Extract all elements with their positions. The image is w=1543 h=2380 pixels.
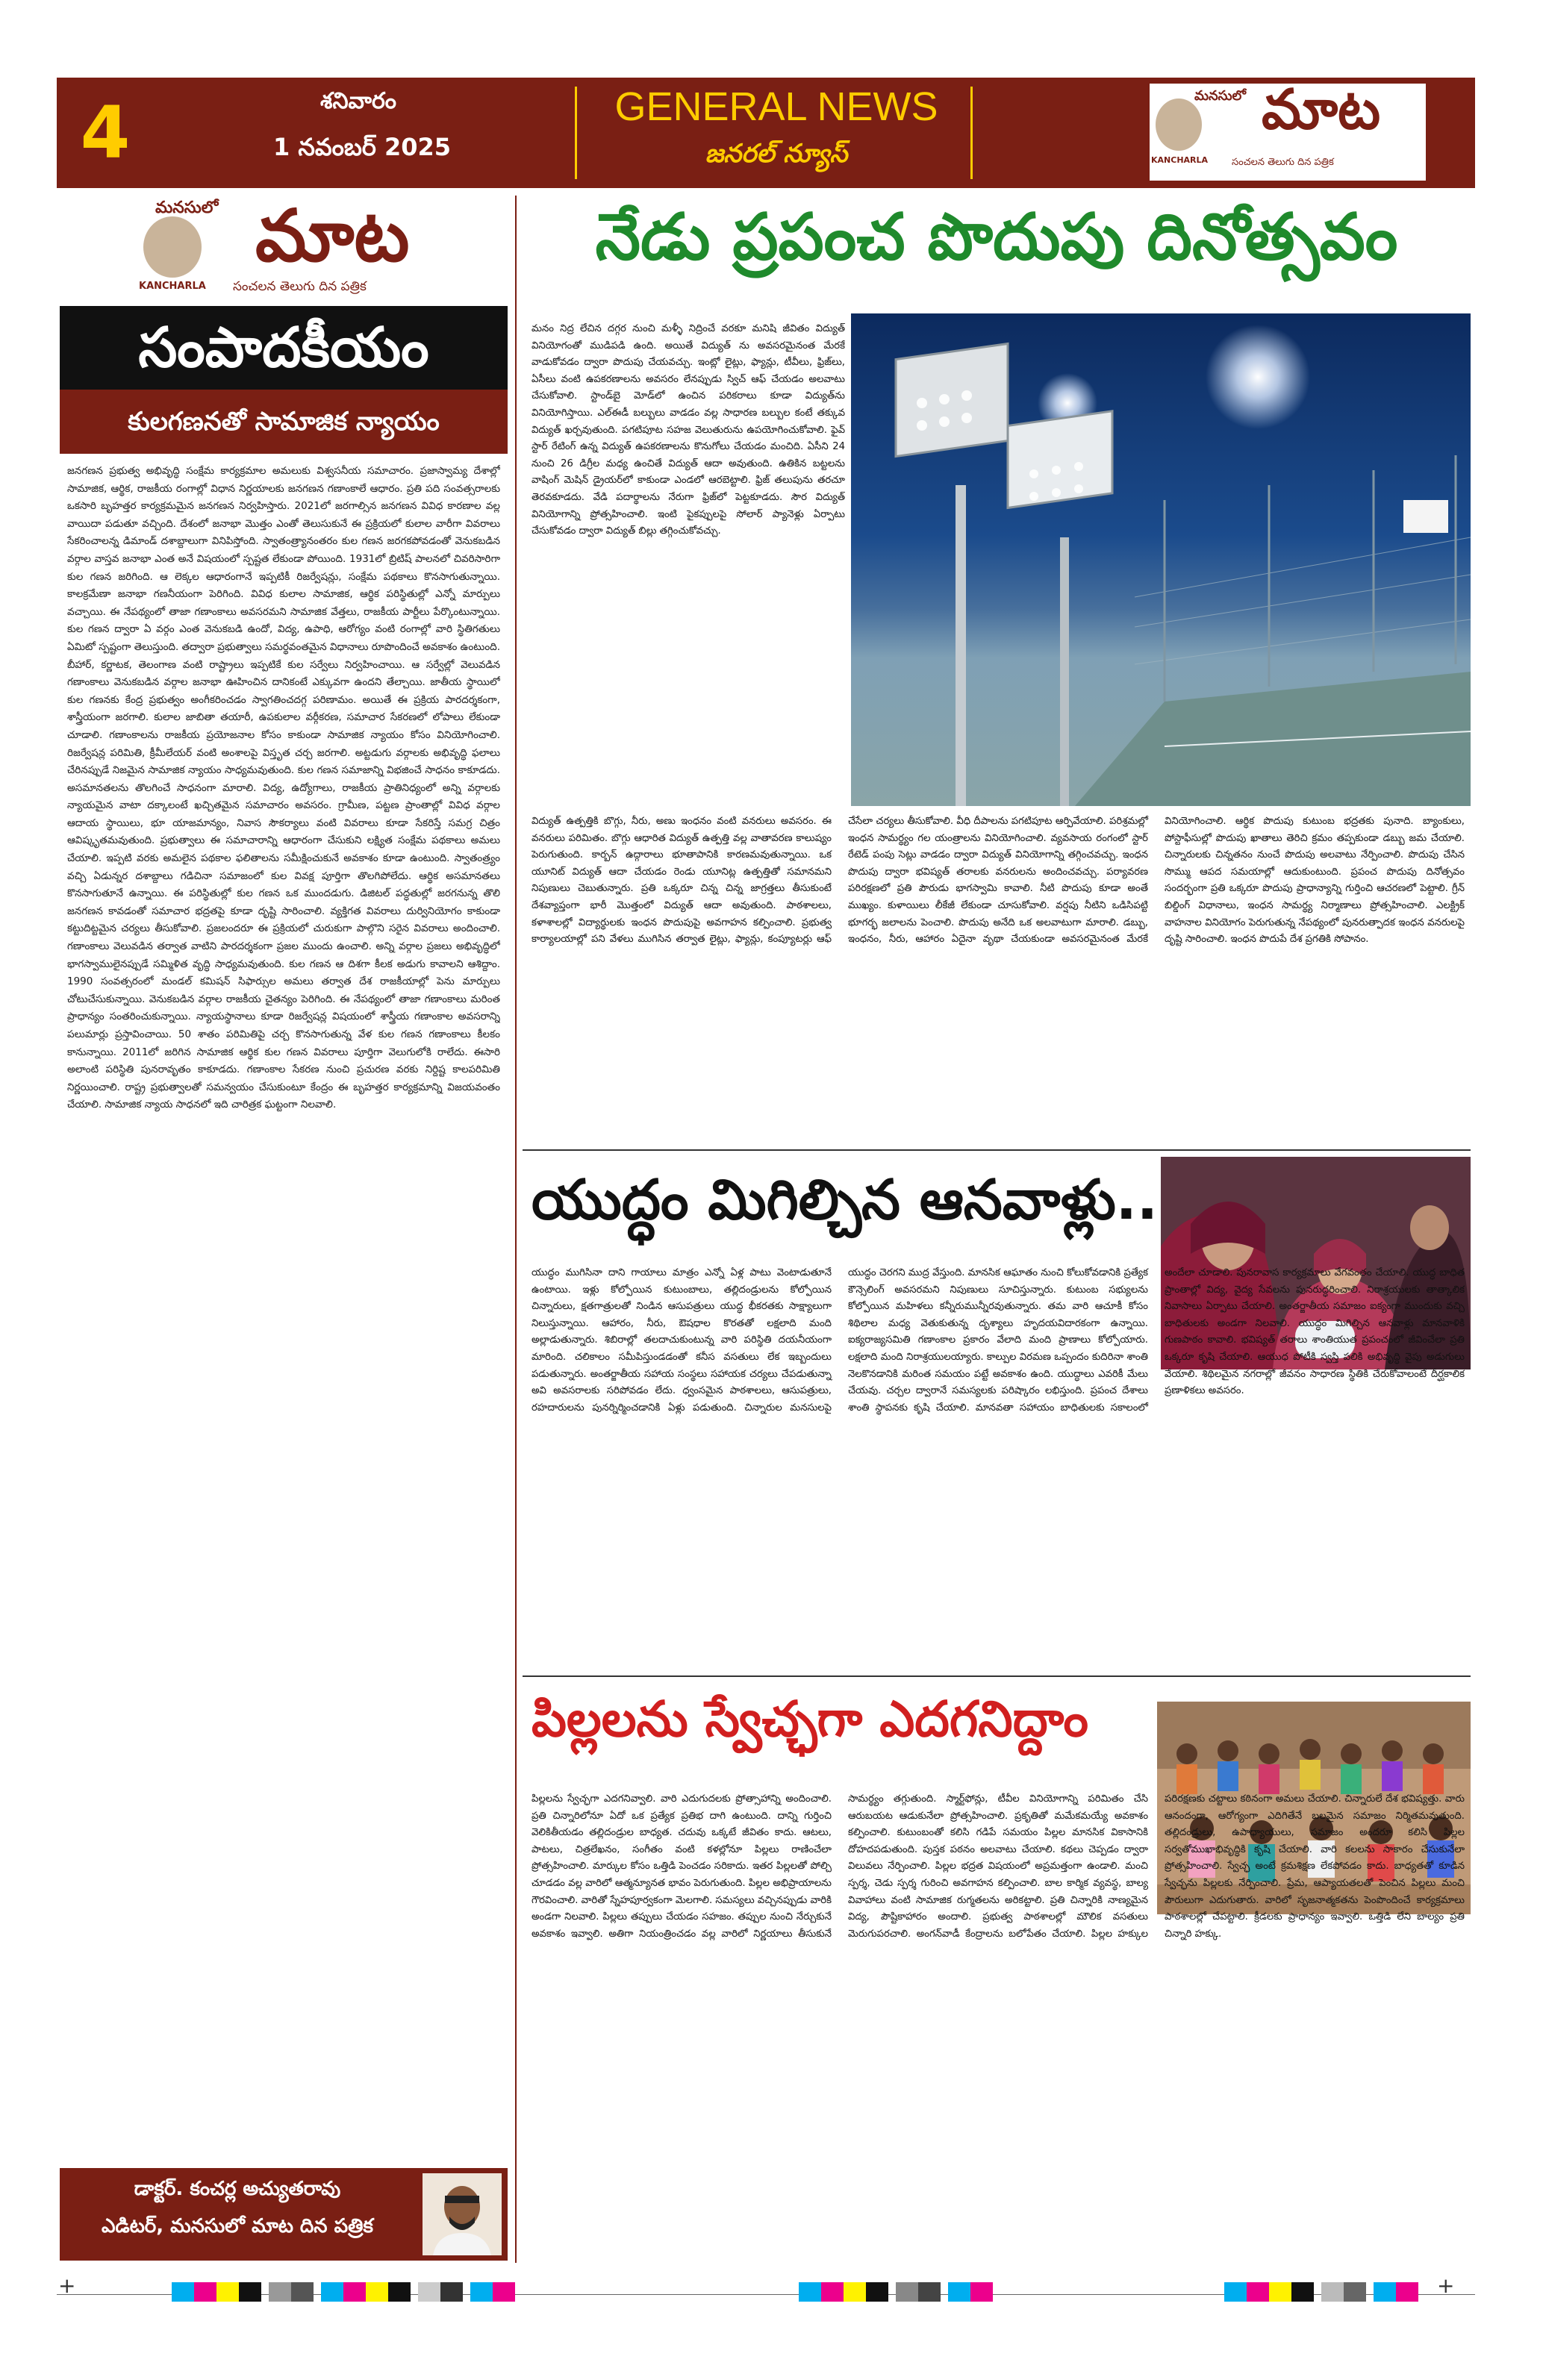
color-bar-right bbox=[1224, 2282, 1433, 2302]
page-number: 4 bbox=[80, 91, 131, 175]
editorial-subtitle: కులగణనతో సామాజిక న్యాయం bbox=[60, 390, 508, 454]
article3-headline: పిల్లలను స్వేచ్ఛగా ఎదగనిద్దాం bbox=[532, 1690, 1089, 1748]
street-light-illustration bbox=[851, 313, 1471, 806]
issue-day: శనివారం bbox=[320, 88, 396, 114]
logo-name: KANCHARLA bbox=[1151, 155, 1209, 165]
article-separator bbox=[523, 1675, 1471, 1677]
author-name: డాక్టర్. కంచర్ల అచ్యుతరావు bbox=[134, 2178, 341, 2200]
author-role: ఎడిటర్, మనసులో మాట దిన పత్రిక bbox=[102, 2215, 373, 2237]
logo-word: మాట bbox=[255, 194, 410, 278]
logo-tagline: సంచలన తెలుగు దిన పత్రిక bbox=[1232, 157, 1334, 168]
header-divider bbox=[970, 87, 973, 179]
author-photo-icon bbox=[423, 2173, 502, 2255]
editorial-title: సంపాదకీయం bbox=[60, 306, 508, 390]
article2-body: యుద్ధం ముగిసినా దాని గాయాలు మాత్రం ఎన్నో ఏళ్ల పాటు వెంటాడుతూనే ఉంటాయి. ఇళ్లు కోల్పోయిన కుటుంబాలు, తల్లిదండ్రులను కోల్పోయిన చిన్నారులు, క్షతగాత్రులతో నిండిన ఆసుపత్రులు యుద్ధ భీకరతకు సాక్ష్యాలుగా నిలుస్తున్నాయి. ఆహారం, నీరు, ఔషధాల కొరతతో లక్షలాది మంది అల్లాడుతున్నారు. శిబిరాల్లో తలదాచుకుంటున్న వారి పరిస్థితి దయనీయంగా మారింది. చలికాలం సమీపిస్తుండడంతో కనీస వసతులు లేక ఇబ్బందులు పడుతున్నారు. అంతర్జాతీయ సహాయ సంస్థలు సహాయక చర్యలు చేపడుతున్నా అవి అవసరాలకు సరిపోవడం లేదు. ధ్వంసమైన పాఠశాలలు, ఆసుపత్రులు, రహదారులను పునర్నిర్మించడానికి ఏళ్లు పడుతుంది. చిన్నారుల మనసులపై యుద్ధం చెరగని ముద్ర వేస్తుంది. మానసిక ఆఘాతం నుంచి కోలుకోవడానికి ప్రత్యేక కౌన్సెలింగ్ అవసరమని నిపుణులు సూచిస్తున్నారు. కుటుంబ సభ్యులను కోల్పోయిన మహిళలు కన్నీరుమున్నీరవుతున్నారు. తమ వారి ఆచూకీ కోసం శిథిలాల మధ్య వెతుకుతున్న దృశ్యాలు హృదయవిదారకంగా ఉన్నాయి. ఐక్యరాజ్యసమితి గణాంకాల ప్రకారం వేలాది మంది ప్రాణాలు కోల్పోయారు. లక్షలాది మంది నిరాశ్రయులయ్యారు. కాల్పుల విరమణ ఒప్పందం కుదిరినా శాంతి నెలకొనడానికి మరింత సమయం పట్టే అవకాశం ఉంది. యుద్ధాలు ఎవరికీ మేలు చేయవు. చర్చల ద్వారానే సమస్యలకు పరిష్కారం లభిస్తుంది. ప్రపంచ దేశాలు శాంతి స్థాపనకు కృషి చేయాలి. మానవతా సహాయం బాధితులకు సకాలంలో అందేలా చూడాలి. పునరావాస కార్యక్రమాలు వేగవంతం చేయాలి. యుద్ధ బాధిత ప్రాంతాల్లో విద్య, వైద్య సేవలను పునరుద్ధరించాలి. నిరాశ్రయులకు తాత్కాలిక నివాసాలు ఏర్పాటు చేయాలి. అంతర్జాతీయ సమాజం ఐక్యంగా ముందుకు వచ్చి బాధితులకు అండగా నిలవాలి. యుద్ధం మిగిల్చిన ఆనవాళ్లు మానవాళికి గుణపాఠం కావాలి. భవిష్యత్ తరాలు శాంతియుత ప్రపంచంలో జీవించేలా ప్రతి ఒక్కరూ కృషి చేయాలి. ఆయుధ పోటీకి స్వస్తి పలికి అభివృద్ధి వైపు అడుగులు వేయాలి. శిథిలమైన నగరాల్లో జీవనం సాధారణ స్థితికి చేరుకోవాలంటే దీర్ఘకాలిక ప్రణాళికలు అవసరం. bbox=[532, 1267, 1465, 1414]
masthead-logo bbox=[1150, 78, 1426, 181]
article1-body-top: మనం నిద్ర లేచిన దగ్గర నుంచి మళ్ళీ నిద్రించే వరకూ మనిషి జీవితం విద్యుత్ వినియోగంతో ముడిపడి ఉంది. అయితే విద్యుత్ ను అవసరమైనంత మేరకే వాడుకోవడం ద్వారా పొదుపు చేయవచ్చు. ఇంట్లో లైట్లు, ఫ్యాన్లు, టీవీలు, ఫ్రిజ్‌లు, ఏసీలు వంటి ఉపకరణాలను అవసరం లేనప్పుడు స్విచ్ ఆఫ్ చేయడం అలవాటు చేసుకోవాలి. స్టాండ్‌బై మోడ్‌లో ఉంచిన పరికరాలు కూడా విద్యుత్‌ను వినియోగిస్తాయి. ఎల్ఈడీ బల్బులు వాడడం వల్ల సాధారణ బల్బుల కంటే తక్కువ విద్యుత్ ఖర్చవుతుంది. పగటిపూట సహజ వెలుతురును ఉపయోగించుకోవాలి. ఫైవ్ స్టార్ రేటింగ్ ఉన్న విద్యుత్ ఉపకరణాలను కొనుగోలు చేయడం మంచిది. ఏసీని 24 నుంచి 26 డిగ్రీల మధ్య ఉంచితే విద్యుత్ ఆదా అవుతుంది. ఉతికిన బట్టలను వాషింగ్ మెషిన్ డ్రైయర్‌లో కాకుండా ఎండలో ఆరబెట్టాలి. ఫ్రిజ్ తలుపును తరచూ తెరవకూడదు. వేడి పదార్థాలను నేరుగా ఫ్రిజ్‌లో పెట్టకూడదు. సౌర విద్యుత్ వినియోగాన్ని ప్రోత్సహించాలి. ఇంటి పైకప్పులపై సోలార్ ప్యానెళ్లు ఏర్పాటు చేసుకోవడం ద్వారా విద్యుత్ బిల్లు తగ్గించుకోవచ్చు. bbox=[532, 323, 845, 537]
founder-portrait bbox=[143, 216, 202, 278]
header-divider bbox=[575, 87, 577, 179]
article-separator bbox=[523, 1149, 1471, 1151]
column-rule bbox=[515, 196, 517, 2263]
article1-headline: నేడు ప్రపంచ పొదుపు దినోత్సవం bbox=[595, 200, 1398, 275]
editorial-body: జనగణన ప్రభుత్వ అభివృద్ధి సంక్షేమ కార్యక్రమాల అమలుకు విశ్వసనీయ సమాచారం. ప్రజాస్వామ్య దేశాల్లో సామాజిక, ఆర్థిక, రాజకీయ రంగాల్లో విధాన నిర్ణయాలకు జనగణన గణాంకాలే ఆధారం. ప్రతి పది సంవత్సరాలకు ఒకసారి బృహత్తర కార్యక్రమమైన జనగణన నిర్వహిస్తారు. 2021లో జరగాల్సిన జనగణన వివిధ కారణాల వల్ల వాయిదా పడుతూ వచ్చింది. దేశంలో జనాభా మొత్తం ఎంతో తెలుసుకునే ఈ ప్రక్రియలో కులాల వారీగా వివరాలు సేకరించాలన్న డిమాండ్ దశాబ్దాలుగా వినిపిస్తోంది. స్వాతంత్ర్యానంతరం కుల గణన జరగకపోవడంతో వెనుకబడిన వర్గాల వాస్తవ జనాభా ఎంత అనే విషయంలో స్పష్టత లేకుండా పోయింది. 1931లో బ్రిటిష్ పాలనలో చివరిసారిగా కుల గణన జరిగింది. ఆ లెక్కల ఆధారంగానే ఇప్పటికీ రిజర్వేషన్లు, సంక్షేమ పథకాలు కొనసాగుతున్నాయి. కాలక్రమేణా జనాభా గణనీయంగా పెరిగింది. వివిధ కులాల సామాజిక, ఆర్థిక పరిస్థితుల్లో ఎన్నో మార్పులు వచ్చాయి. ఈ నేపథ్యంలో తాజా గణాంకాలు అవసరమని సామాజిక వేత్తలు, రాజకీయ పార్టీలు పేర్కొంటున్నాయి. కుల గణన ద్వారా ఏ వర్గం ఎంత వెనుకబడి ఉందో, విద్య, ఉపాధి, ఆరోగ్యం వంటి రంగాల్లో వారి స్థితిగతులు ఏమిటో స్పష్టంగా తెలుస్తుంది. తద్వారా ప్రభుత్వాలు సమర్థవంతమైన విధానాలు రూపొందించే అవకాశం ఉంటుంది. బీహార్, కర్ణాటక, తెలంగాణ వంటి రాష్ట్రాలు ఇప్పటికే కుల సర్వేలు నిర్వహించాయి. ఆ సర్వేల్లో వెలువడిన గణాంకాలు వెనుకబడిన వర్గాల జనాభా ఊహించిన దానికంటే ఎక్కువగా ఉందని తేల్చాయి. జాతీయ స్థాయిలో కుల గణనకు కేంద్ర ప్రభుత్వం అంగీకరించడం స్వాగతించదగ్గ పరిణామం. అయితే ఈ ప్రక్రియ పారదర్శకంగా, శాస్త్రీయంగా జరగాలి. కులాల జాబితా తయారీ, ఉపకులాల వర్గీకరణ, సమాచార సేకరణలో లోపాలు లేకుండా చూడాలి. గణాంకాలను రాజకీయ ప్రయోజనాల కోసం కాకుండా సామాజిక న్యాయం కోసం వినియోగించాలి. రిజర్వేషన్ల పరిమితి, క్రీమీలేయర్ వంటి అంశాలపై విస్తృత చర్చ జరగాలి. అట్టడుగు వర్గాలకు అభివృద్ధి ఫలాలు చేరినప్పుడే నిజమైన సామాజిక న్యాయం సాధ్యమవుతుంది. కుల గణన సమాజాన్ని విభజించే సాధనం కాకూడదు. అసమానతలను తొలగించే సాధనంగా మారాలి. విద్య, ఉద్యోగాలు, రాజకీయ ప్రాతినిధ్యంలో అన్ని వర్గాలకు న్యాయమైన వాటా దక్కాలంటే ఖచ్చితమైన సమాచారం అవసరం. గ్రామీణ, పట్టణ ప్రాంతాల్లో వివిధ వర్గాల ఆదాయ స్థాయిలు, భూ యాజమాన్యం, నివాస సౌకర్యాలు వంటి వివరాలు కూడా సేకరిస్తే సమగ్ర చిత్రం ఆవిష్కృతమవుతుంది. ప్రభుత్వాలు ఈ సమాచారాన్ని ఆధారంగా చేసుకుని లక్ష్యిత సంక్షేమ పథకాలు అమలు చేయాలి. ఇప్పటి వరకు అమలైన పథకాల ఫలితాలను సమీక్షించుకునే అవకాశం కూడా ఉంటుంది. స్వాతంత్ర్యం వచ్చి ఏడున్నర దశాబ్దాలు గడిచినా సమాజంలో కుల వివక్ష పూర్తిగా తొలగిపోలేదు. ఆర్థిక అసమానతలు కొనసాగుతూనే ఉన్నాయి. ఈ పరిస్థితుల్లో కుల గణన ఒక ముందడుగు. డిజిటల్ పద్ధతుల్లో జరగనున్న తొలి జనగణన కావడంతో సమాచార భద్రతపై కూడా దృష్టి సారించాలి. వ్యక్తిగత వివరాలు దుర్వినియోగం కాకుండా కట్టుదిట్టమైన చర్యలు తీసుకోవాలి. ప్రజలందరూ ఈ ప్రక్రియలో చురుకుగా పాల్గొని సరైన వివరాలు అందించాలి. గణాంకాలు వెలువడిన తర్వాత వాటిని పారదర్శకంగా ప్రజల ముందు ఉంచాలి. అన్ని వర్గాల ప్రజలు అభివృద్ధిలో భాగస్వాములైనప్పుడే సమ్మిళిత వృద్ధి సాధ్యమవుతుంది. కుల గణన ఆ దిశగా కీలక అడుగు కావాలని ఆశిద్దాం. 1990 సంవత్సరంలో మండల్ కమిషన్ సిఫార్సుల అమలు తర్వాత దేశ రాజకీయాల్లో పెను మార్పులు చోటుచేసుకున్నాయి. వెనుకబడిన వర్గాల రాజకీయ చైతన్యం పెరిగింది. ఈ నేపథ్యంలో తాజా గణాంకాలు మరింత ప్రాధాన్యం సంతరించుకున్నాయి. న్యాయస్థానాలు కూడా రిజర్వేషన్ల విషయంలో శాస్త్రీయ గణాంకాల అవసరాన్ని పలుమార్లు ప్రస్తావించాయి. 50 శాతం పరిమితిపై చర్చ కొనసాగుతున్న వేళ కుల గణన గణాంకాలు కీలకం కానున్నాయి. 2011లో జరిగిన సామాజిక ఆర్థిక కుల గణన వివరాలు పూర్తిగా వెలుగులోకి రాలేదు. ఈసారి అలాంటి పరిస్థితి పునరావృతం కాకూడదు. గణాంకాల సేకరణ నుంచి ప్రచురణ వరకు నిర్దిష్ట కాలపరిమితి నిర్ణయించాలి. రాష్ట్ర ప్రభుత్వాలతో సమన్వయం చేసుకుంటూ కేంద్రం ఈ బృహత్తర కార్యక్రమాన్ని విజయవంతం చేయాలి. సామాజిక న్యాయ సాధనలో ఇది చారిత్రక ఘట్టంగా నిలవాలి. bbox=[67, 465, 500, 1111]
article3-body: పిల్లలను స్వేచ్ఛగా ఎదగనివ్వాలి. వారి ఎదుగుదలకు ప్రోత్సాహాన్ని అందించాలి. ప్రతి చిన్నారిలోనూ ఏదో ఒక ప్రత్యేక ప్రతిభ దాగి ఉంటుంది. దాన్ని గుర్తించి వెలికితీయడం తల్లిదండ్రుల బాధ్యత. చదువు ఒక్కటే జీవితం కాదు. ఆటలు, పాటలు, చిత్రలేఖనం, సంగీతం వంటి కళల్లోనూ పిల్లలు రాణించేలా ప్రోత్సహించాలి. మార్కుల కోసం ఒత్తిడి పెంచడం సరికాదు. ఇతర పిల్లలతో పోల్చి చూడడం వల్ల వారిలో ఆత్మన్యూనత భావం పెరుగుతుంది. పిల్లల అభిప్రాయాలను గౌరవించాలి. వారితో స్నేహపూర్వకంగా మెలగాలి. సమస్యలు వచ్చినప్పుడు వారికి అండగా నిలవాలి. పిల్లలు తప్పులు చేయడం సహజం. తప్పుల నుంచి నేర్చుకునే అవకాశం ఇవ్వాలి. అతిగా నియంత్రించడం వల్ల వారిలో నిర్ణయాలు తీసుకునే సామర్థ్యం తగ్గుతుంది. స్మార్ట్‌ఫోన్లు, టీవీల వినియోగాన్ని పరిమితం చేసి ఆరుబయట ఆడుకునేలా ప్రోత్సహించాలి. ప్రకృతితో మమేకమయ్యే అవకాశం కల్పించాలి. కుటుంబంతో కలిసి గడిపే సమయం పిల్లల మానసిక వికాసానికి దోహదపడుతుంది. పుస్తక పఠనం అలవాటు చేయాలి. కథలు చెప్పడం ద్వారా విలువలు నేర్పించాలి. పిల్లల భద్రత విషయంలో అప్రమత్తంగా ఉండాలి. మంచి స్పర్శ, చెడు స్పర్శ గురించి అవగాహన కల్పించాలి. బాల కార్మిక వ్యవస్థ, బాల్య వివాహాలు వంటి సామాజిక రుగ్మతలను అరికట్టాలి. ప్రతి చిన్నారికి నాణ్యమైన విద్య, పౌష్టికాహారం అందాలి. ప్రభుత్వ పాఠశాలల్లో మౌలిక వసతులు మెరుగుపరచాలి. అంగన్‌వాడీ కేంద్రాలను బలోపేతం చేయాలి. పిల్లల హక్కుల పరిరక్షణకు చట్టాలు కఠినంగా అమలు చేయాలి. చిన్నారులే దేశ భవిష్యత్తు. వారు ఆనందంగా, ఆరోగ్యంగా ఎదిగితేనే బలమైన సమాజం నిర్మితమవుతుంది. తల్లిదండ్రులు, ఉపాధ్యాయులు, సమాజం అందరూ కలిసి పిల్లల సర్వతోముఖాభివృద్ధికి కృషి చేయాలి. వారి కలలను సాకారం చేసుకునేలా ప్రోత్సహించాలి. స్వేచ్ఛ అంటే క్రమశిక్షణ లేకపోవడం కాదు. బాధ్యతతో కూడిన స్వేచ్ఛను పిల్లలకు నేర్పించాలి. ప్రేమ, ఆప్యాయతలతో పెంచిన పిల్లలు మంచి పౌరులుగా ఎదుగుతారు. వారిలో సృజనాత్మకతను పెంపొందించే కార్యక్రమాలు పాఠశాలల్లో చేపట్టాలి. క్రీడలకు ప్రాధాన్యం ఇవ్వాలి. ఒత్తిడి లేని బాల్యం ప్రతి చిన్నారి హక్కు. bbox=[532, 1793, 1465, 1940]
author-photo bbox=[423, 2173, 502, 2255]
color-bar-center bbox=[799, 2282, 993, 2302]
article2-headline: యుద్ధం మిగిల్చిన ఆనవాళ్లు.. bbox=[532, 1168, 1159, 1232]
editorial-logo bbox=[60, 196, 508, 300]
logo-tagline: సంచలన తెలుగు దిన పత్రిక bbox=[233, 279, 367, 294]
issue-date: 1 నవంబర్ 2025 bbox=[272, 133, 452, 161]
section-title-en: GENERAL NEWS bbox=[614, 84, 938, 129]
article1-photo-street-lights bbox=[851, 313, 1471, 806]
registration-mark-icon: + bbox=[58, 2273, 76, 2298]
article1-body-bottom: విద్యుత్ ఉత్పత్తికి బొగ్గు, నీరు, అణు ఇంధనం వంటి వనరులు అవసరం. ఈ వనరులు పరిమితం. బొగ్గు ఆధారిత విద్యుత్ ఉత్పత్తి వల్ల వాతావరణ కాలుష్యం పెరుగుతుంది. కార్బన్ ఉద్గారాలు భూతాపానికి కారణమవుతున్నాయి. ఒక యూనిట్ విద్యుత్ ఆదా చేయడం రెండు యూనిట్ల ఉత్పత్తితో సమానమని నిపుణులు చెబుతున్నారు. ప్రతి ఒక్కరూ చిన్న చిన్న జాగ్రత్తలు తీసుకుంటే దేశవ్యాప్తంగా భారీ మొత్తంలో విద్యుత్ ఆదా అవుతుంది. పాఠశాలలు, కళాశాలల్లో విద్యార్థులకు ఇంధన పొదుపుపై అవగాహన కల్పించాలి. ప్రభుత్వ కార్యాలయాల్లో పని వేళలు ముగిసిన తర్వాత లైట్లు, ఫ్యాన్లు, కంప్యూటర్లు ఆఫ్ చేసేలా చర్యలు తీసుకోవాలి. వీధి దీపాలను పగటిపూట ఆర్పివేయాలి. పరిశ్రమల్లో ఇంధన సామర్థ్యం గల యంత్రాలను వినియోగించాలి. వ్యవసాయ రంగంలో స్టార్ రేటెడ్ పంపు సెట్లు వాడడం ద్వారా విద్యుత్ వినియోగాన్ని తగ్గించవచ్చు. ఇంధన పొదుపు ద్వారా భవిష్యత్ తరాలకు వనరులను అందించవచ్చు. పర్యావరణ పరిరక్షణలో ప్రతి పౌరుడు భాగస్వామి కావాలి. నీటి పొదుపు కూడా అంతే ముఖ్యం. కుళాయిలు లీకేజీ లేకుండా చూసుకోవాలి. వర్షపు నీటిని ఒడిసిపట్టి భూగర్భ జలాలను పెంచాలి. పొదుపు అనేది ఒక అలవాటుగా మారాలి. డబ్బు, ఇంధనం, నీరు, ఆహారం ఏదైనా వృథా చేయకుండా అవసరమైనంత మేరకే వినియోగించాలి. ఆర్థిక పొదుపు కుటుంబ భద్రతకు పునాది. బ్యాంకులు, పోస్టాఫీసుల్లో పొదుపు ఖాతాలు తెరిచి క్రమం తప్పకుండా డబ్బు జమ చేయాలి. చిన్నారులకు చిన్నతనం నుంచే పొదుపు అలవాటు నేర్పించాలి. పొదుపు చేసిన సొమ్ము ఆపద సమయాల్లో ఆదుకుంటుంది. ప్రపంచ పొదుపు దినోత్సవం సందర్భంగా ప్రతి ఒక్కరూ పొదుపు ప్రాధాన్యాన్ని గుర్తించి ఆచరణలో పెట్టాలి. గ్రీన్ బిల్డింగ్ విధానాలు, ఇంధన సామర్థ్య నిర్మాణాలు ప్రోత్సహించాలి. ఎలక్ట్రిక్ వాహనాల వినియోగం పెరుగుతున్న నేపథ్యంలో పునరుత్పాదక ఇంధన వనరులపై దృష్టి సారించాలి. ఇంధన పొదుపే దేశ ప్రగతికి సోపానం. bbox=[532, 816, 1465, 946]
logo-top-word: మనసులో bbox=[155, 199, 219, 217]
section-title-te: జనరల్ న్యూస్ bbox=[705, 139, 848, 169]
logo-top-word: మనసులో bbox=[1194, 88, 1247, 104]
logo-word: మాట bbox=[1262, 78, 1381, 142]
registration-mark-icon: + bbox=[1437, 2273, 1455, 2298]
color-bar-left bbox=[172, 2282, 530, 2302]
logo-name: KANCHARLA bbox=[139, 281, 206, 292]
